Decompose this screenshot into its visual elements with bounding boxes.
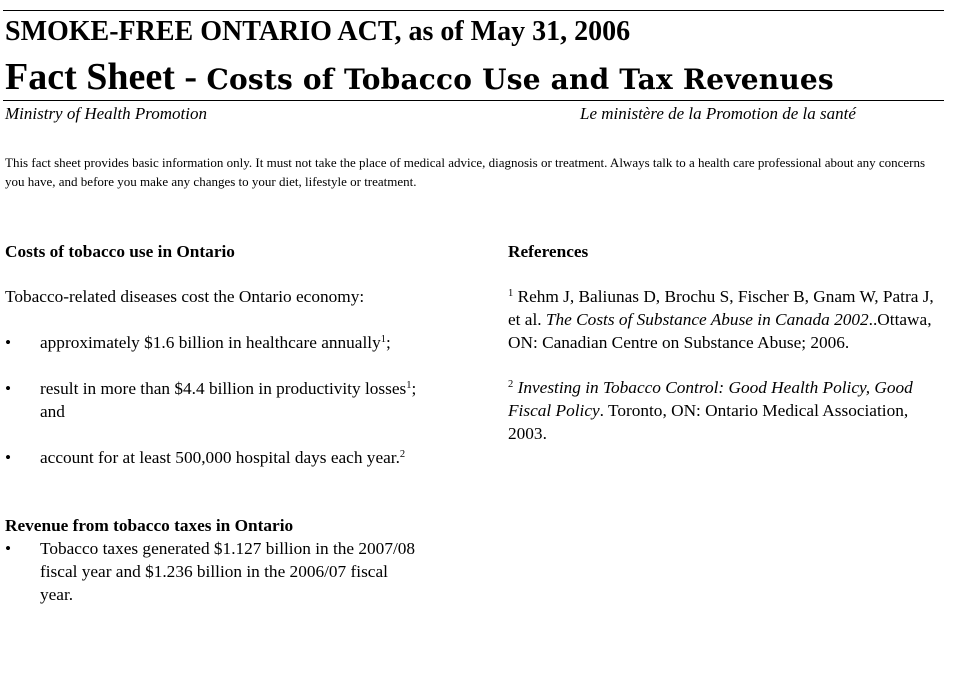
act-title: SMOKE-FREE ONTARIO ACT, as of May 31, 2006 [5, 16, 631, 47]
bullet-icon: • [5, 379, 12, 398]
costs-list [5, 331, 445, 469]
list-item [5, 446, 425, 469]
fact-sheet-label: Fact Sheet - [5, 56, 207, 98]
ministry-name-en: Ministry of Health Promotion [5, 104, 207, 123]
reference-title: The Costs of Substance Abuse in Canada 2002 [545, 310, 869, 329]
reference-title: Investing in Tobacco Control: Good Health Policy, Good Fiscal Policy [508, 378, 913, 420]
reference-item [508, 285, 948, 354]
list-item [5, 537, 425, 606]
ministry-name-fr: Le ministère de la Promotion de la santé [580, 104, 856, 123]
footnote-ref: 1 [380, 334, 386, 345]
reference-item [508, 376, 948, 445]
reference-publisher: . Toronto, ON: Ontario Medical Association, 2003. [508, 401, 909, 443]
bullet-icon: • [5, 448, 12, 467]
left-column [5, 240, 445, 606]
revenue-list [5, 537, 445, 606]
reference-number: 1 [508, 288, 514, 299]
bullet-icon: • [5, 539, 12, 558]
reference-authors: Rehm J, Baliunas D, Brochu S, Fischer B, Gnam W, Patra J, et al. [508, 287, 934, 329]
right-column [508, 240, 948, 445]
costs-heading: Costs of tobacco use in Ontario [5, 242, 235, 261]
reference-number: 2 [508, 379, 514, 390]
fact-sheet-subject: Costs of Tobacco Use and Tax Revenues [206, 63, 834, 96]
top-rule [3, 10, 944, 11]
footnote-ref: 1 [406, 380, 412, 391]
disclaimer: This fact sheet provides basic information only. It must not take the place of medical advice, diagnosis or treatment. Always talk to a health care professional about any concerns you have, and before you make any changes to your diet, lifestyle or treatment. [5, 155, 926, 189]
bullet-icon: • [5, 333, 12, 352]
revenue-heading: Revenue from tobacco taxes in Ontario [5, 516, 294, 535]
list-item-text: approximately $1.6 billion in healthcare annually [40, 333, 381, 352]
list-item [5, 331, 425, 354]
list-item-text: Tobacco taxes generated $1.127 billion in the 2007/08 fiscal year and $1.236 billion in the 2006/07 fiscal year. [40, 539, 416, 604]
references-heading: References [508, 242, 589, 261]
costs-intro: Tobacco-related diseases cost the Ontario economy: [5, 287, 365, 306]
list-item-tail: ; and [40, 379, 417, 421]
reference-publisher: ..Ottawa, ON: Canadian Centre on Substance Abuse; 2006. [508, 310, 932, 352]
list-item [5, 377, 425, 423]
header-rule [3, 100, 944, 101]
list-item-text: result in more than $4.4 billion in productivity losses [40, 379, 407, 398]
footnote-ref: 2 [399, 449, 406, 460]
list-item-tail: ; [385, 333, 391, 352]
list-item-text: account for at least 500,000 hospital days each year. [40, 448, 400, 467]
